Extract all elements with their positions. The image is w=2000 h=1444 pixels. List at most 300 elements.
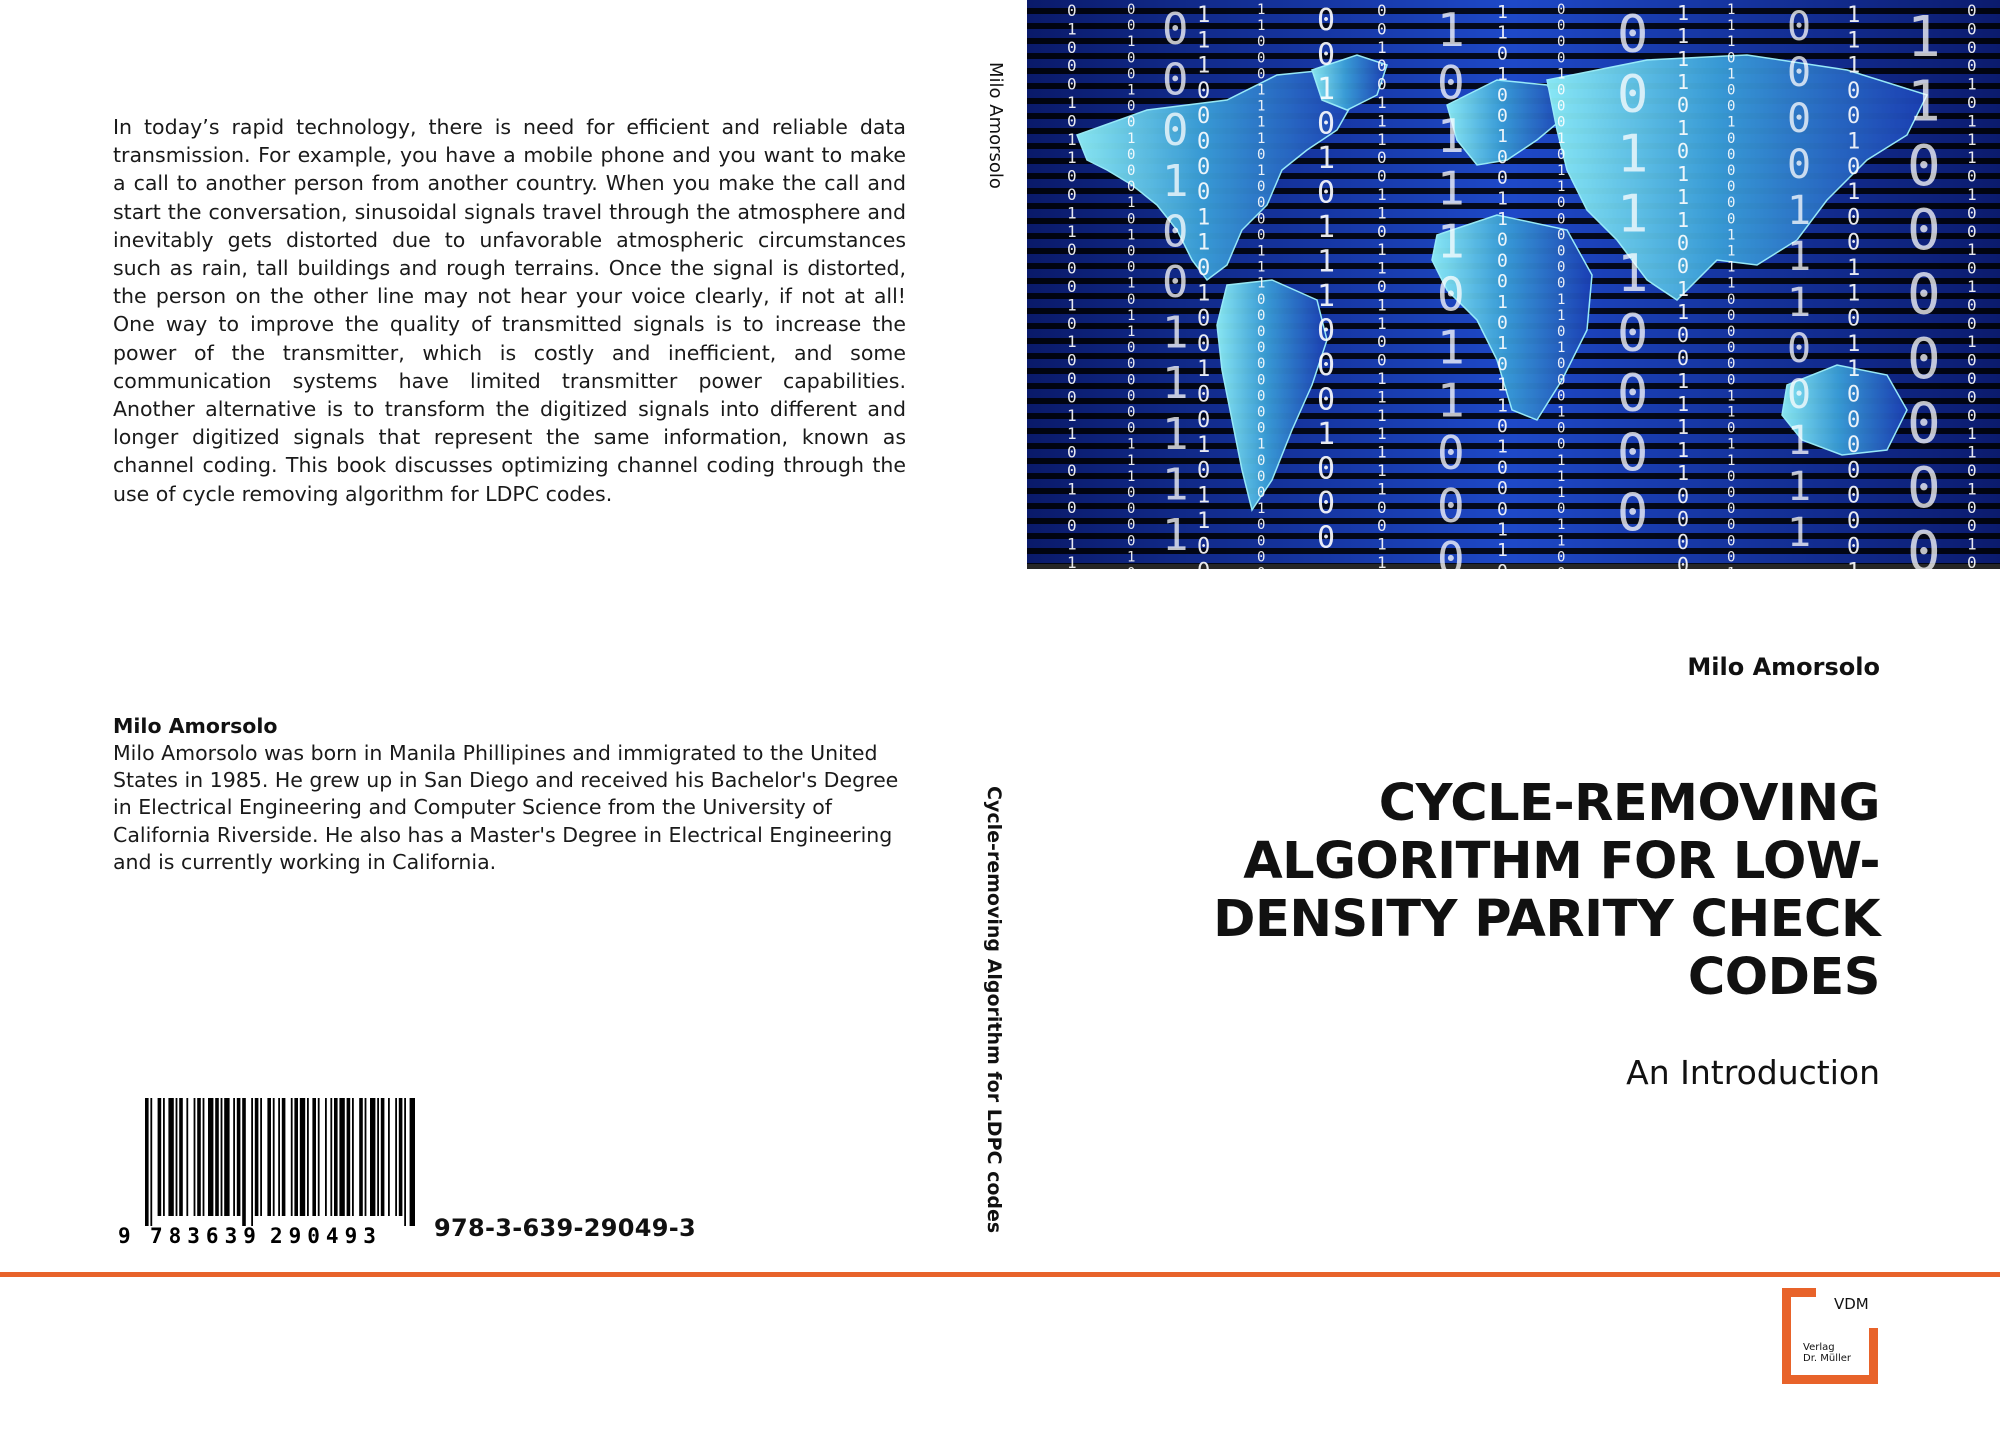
svg-text:0: 0 (1257, 452, 1266, 469)
svg-text:1: 1 (1257, 114, 1266, 131)
svg-text:0: 0 (1127, 50, 1136, 67)
svg-text:1: 1 (1377, 424, 1387, 444)
svg-text:0: 0 (1967, 405, 1977, 425)
svg-text:0: 0 (1787, 372, 1812, 418)
svg-text:0: 0 (1617, 64, 1649, 125)
svg-text:0: 0 (1127, 146, 1136, 163)
svg-text:1: 1 (1377, 258, 1387, 278)
svg-text:0: 0 (1727, 179, 1736, 196)
svg-text:1: 1 (1257, 130, 1266, 147)
author-bio-name: Milo Amorsolo (113, 714, 278, 738)
svg-text:1: 1 (1677, 24, 1690, 48)
svg-text:0: 0 (1727, 324, 1736, 340)
svg-text:0: 0 (1067, 369, 1077, 388)
svg-text:1: 1 (1967, 442, 1977, 462)
svg-text:1: 1 (1197, 205, 1211, 231)
svg-text:1: 1 (1727, 388, 1736, 405)
svg-text:1: 1 (1787, 464, 1812, 510)
svg-text:0: 0 (1127, 66, 1136, 83)
svg-text:0: 0 (1557, 259, 1566, 276)
svg-text:1: 1 (1127, 130, 1136, 147)
svg-text:0: 0 (1967, 497, 1977, 517)
svg-text:1: 1 (1197, 357, 1211, 383)
svg-text:1: 1 (1967, 74, 1977, 94)
svg-text:1: 1 (1377, 461, 1387, 480)
svg-text:0: 0 (1617, 363, 1649, 424)
logo-subtext (1803, 1342, 1851, 1364)
svg-text:1: 1 (1967, 148, 1977, 168)
svg-text:0: 0 (1967, 258, 1977, 278)
svg-text:0: 0 (1317, 520, 1336, 556)
svg-text:1: 1 (1497, 126, 1508, 148)
author-bio-text: Milo Amorsolo was born in Manila Phillipines and immigrated to the United States in 1985. He grew up in San Diego and received his Bachelor's Degree in Electrical Engineering and Computer Science from the University of California Riverside. He also has a Master's Degree in Electrical Engineering and is currently working in California. (113, 741, 899, 874)
svg-text:1: 1 (1727, 259, 1736, 276)
svg-text:0: 0 (1727, 130, 1736, 147)
svg-text:0: 0 (1257, 307, 1266, 324)
svg-text:1: 1 (1497, 374, 1508, 396)
svg-text:0: 0 (1787, 142, 1812, 188)
svg-text:1: 1 (1162, 358, 1189, 410)
svg-text:1: 1 (1727, 2, 1736, 18)
svg-text:0: 0 (1197, 331, 1211, 357)
isbn-number: 978-3-639-29049-3 (434, 1214, 697, 1242)
svg-text:0: 0 (1557, 436, 1566, 453)
svg-text:1: 1 (1967, 240, 1977, 260)
svg-text:0: 0 (1497, 229, 1508, 251)
svg-text:0: 0 (1127, 485, 1136, 501)
svg-text:0: 0 (1967, 350, 1977, 370)
svg-text:0: 0 (1497, 250, 1508, 272)
svg-text:0: 0 (1557, 114, 1566, 131)
svg-text:0: 0 (1727, 82, 1736, 99)
svg-text:0: 0 (1907, 133, 1941, 199)
svg-text:1: 1 (1377, 553, 1387, 572)
svg-text:0: 0 (1677, 553, 1690, 577)
svg-text:0: 0 (1127, 98, 1136, 115)
svg-text:1: 1 (1847, 129, 1861, 155)
svg-text:1: 1 (1127, 34, 1136, 51)
svg-text:1: 1 (1127, 324, 1136, 340)
svg-text:0: 0 (1727, 163, 1736, 179)
svg-text:1: 1 (1677, 208, 1690, 232)
svg-text:0: 0 (1847, 407, 1861, 433)
svg-text:0: 0 (1162, 54, 1189, 106)
svg-text:0: 0 (1197, 534, 1211, 560)
svg-text:0: 0 (1257, 485, 1266, 501)
svg-text:0: 0 (1557, 420, 1566, 437)
svg-text:1: 1 (1847, 256, 1861, 281)
svg-text:0: 0 (1067, 111, 1077, 131)
svg-text:1: 1 (1317, 210, 1336, 245)
svg-text:0: 0 (1677, 93, 1690, 117)
svg-text:0: 0 (1067, 387, 1077, 407)
svg-text:0: 0 (1847, 382, 1861, 408)
svg-text:0: 0 (1497, 560, 1508, 582)
svg-text:0: 0 (1067, 350, 1077, 370)
svg-text:0: 0 (1197, 382, 1211, 408)
svg-text:1: 1 (1497, 2, 1508, 23)
svg-text:1: 1 (1557, 66, 1566, 83)
svg-text:0: 0 (1197, 154, 1211, 180)
svg-text:1: 1 (1727, 34, 1736, 51)
svg-text:0: 0 (1557, 501, 1566, 518)
svg-text:1: 1 (1067, 553, 1077, 572)
svg-text:1: 1 (1067, 129, 1077, 149)
svg-text:0: 0 (1127, 420, 1136, 437)
svg-text:0: 0 (1127, 291, 1136, 308)
svg-text:1: 1 (1127, 549, 1136, 566)
svg-text:1: 1 (1967, 277, 1977, 296)
logo-subtext-line: Dr. Müller (1803, 1353, 1852, 1364)
svg-text:0: 0 (1437, 426, 1465, 481)
svg-text:1: 1 (1847, 53, 1861, 79)
svg-text:0: 0 (1847, 205, 1861, 231)
svg-text:1: 1 (1127, 307, 1136, 324)
svg-text:0: 0 (1127, 501, 1136, 518)
svg-text:0: 0 (1557, 227, 1566, 244)
svg-text:1: 1 (1677, 116, 1690, 140)
svg-text:0: 0 (1377, 221, 1387, 241)
logo-subtext-line: Verlag (1803, 1342, 1835, 1353)
svg-text:1: 1 (1257, 259, 1266, 276)
svg-text:1: 1 (1787, 418, 1812, 464)
svg-text:1: 1 (1497, 291, 1508, 313)
svg-text:0: 0 (1197, 129, 1211, 155)
svg-text:0: 0 (1497, 416, 1508, 437)
svg-text:0: 0 (1847, 104, 1861, 130)
svg-text:0: 0 (1257, 420, 1266, 437)
svg-text:0: 0 (1727, 517, 1736, 534)
svg-text:1: 1 (1967, 111, 1977, 131)
svg-text:0: 0 (1257, 549, 1266, 566)
svg-text:1: 1 (1557, 340, 1566, 357)
svg-text:1: 1 (1317, 141, 1336, 176)
barcode-digits-left: 783639 (150, 1224, 262, 1248)
svg-text:1: 1 (1727, 18, 1736, 35)
svg-text:0: 0 (1677, 507, 1690, 531)
svg-text:0: 0 (1257, 211, 1266, 228)
svg-text:1: 1 (1727, 243, 1736, 260)
svg-text:0: 0 (1257, 565, 1266, 582)
svg-text:1: 1 (1677, 47, 1690, 71)
svg-text:0: 0 (1907, 262, 1941, 328)
svg-text:0: 0 (1317, 451, 1336, 487)
title-line: CYCLE-REMOVING (1378, 774, 1880, 833)
svg-text:0: 0 (1067, 56, 1077, 76)
svg-text:1: 1 (1557, 163, 1566, 179)
svg-text:0: 0 (1317, 382, 1336, 418)
svg-text:0: 0 (1617, 483, 1649, 544)
svg-text:1: 1 (1497, 519, 1508, 541)
svg-text:0: 0 (1067, 461, 1077, 480)
svg-text:1: 1 (1377, 129, 1387, 149)
svg-text:1: 1 (1067, 19, 1077, 39)
svg-text:0: 0 (1377, 350, 1387, 370)
svg-text:1: 1 (1377, 203, 1387, 223)
svg-text:1: 1 (1197, 230, 1211, 256)
svg-text:0: 0 (1847, 509, 1861, 534)
svg-text:0: 0 (1617, 423, 1649, 484)
svg-text:0: 0 (1317, 175, 1336, 211)
svg-text:0: 0 (1557, 324, 1566, 340)
svg-text:0: 0 (1727, 485, 1736, 501)
svg-text:0: 0 (1497, 353, 1508, 375)
svg-text:0: 0 (1727, 420, 1736, 437)
svg-text:0: 0 (1437, 267, 1465, 322)
svg-text:0: 0 (1197, 256, 1211, 281)
svg-text:1: 1 (1557, 130, 1566, 147)
svg-text:0: 0 (1197, 180, 1211, 206)
svg-text:0: 0 (1497, 84, 1508, 106)
svg-text:0: 0 (1677, 346, 1690, 370)
svg-text:0: 0 (1557, 82, 1566, 99)
svg-text:1: 1 (1727, 565, 1736, 582)
svg-text:1: 1 (1162, 510, 1189, 561)
svg-text:0: 0 (1317, 106, 1336, 142)
svg-text:0: 0 (1162, 105, 1189, 157)
svg-text:0: 0 (1787, 50, 1812, 96)
svg-text:1: 1 (1967, 534, 1977, 554)
svg-text:0: 0 (1847, 483, 1861, 509)
title-line: DENSITY PARITY CHECK (1213, 890, 1880, 949)
svg-text:0: 0 (1967, 19, 1977, 39)
svg-text:0: 0 (1377, 148, 1387, 168)
svg-text:1: 1 (1257, 82, 1266, 99)
svg-text:0: 0 (1067, 313, 1077, 333)
svg-text:1: 1 (1787, 234, 1812, 280)
svg-text:0: 0 (1257, 50, 1266, 67)
svg-text:1: 1 (1257, 163, 1266, 179)
svg-text:0: 0 (1557, 388, 1566, 405)
svg-text:0: 0 (1967, 56, 1977, 76)
svg-text:0: 0 (1727, 468, 1736, 485)
svg-text:0: 0 (1377, 74, 1387, 94)
svg-text:0: 0 (1847, 458, 1861, 484)
svg-text:1: 1 (1967, 129, 1977, 149)
svg-text:1: 1 (1677, 185, 1690, 209)
svg-text:0: 0 (1377, 19, 1387, 39)
svg-text:1: 1 (1847, 357, 1861, 383)
svg-text:1: 1 (1377, 111, 1387, 131)
svg-text:0: 0 (1497, 271, 1508, 293)
svg-text:1: 1 (1617, 124, 1649, 185)
svg-text:0: 0 (1557, 146, 1566, 163)
svg-text:0: 0 (1437, 55, 1465, 110)
svg-text:1: 1 (1437, 108, 1465, 163)
svg-text:0: 0 (1557, 275, 1566, 292)
barcode-digit-lead: 9 (118, 1224, 131, 1248)
svg-text:0: 0 (1127, 259, 1136, 276)
svg-text:0: 0 (1727, 291, 1736, 308)
svg-text:1: 1 (1067, 405, 1077, 425)
svg-text:1: 1 (1787, 280, 1812, 326)
svg-text:1: 1 (1727, 275, 1736, 292)
svg-text:0: 0 (1967, 461, 1977, 480)
svg-text:1: 1 (1317, 244, 1336, 280)
svg-text:1: 1 (1377, 93, 1387, 112)
svg-text:0: 0 (1067, 185, 1077, 204)
svg-text:0: 0 (1162, 206, 1189, 258)
svg-text:1: 1 (1377, 240, 1387, 260)
svg-text:1: 1 (1727, 452, 1736, 469)
svg-text:1: 1 (1437, 320, 1465, 375)
svg-text:0: 0 (1257, 324, 1266, 340)
svg-text:0: 0 (1437, 479, 1465, 534)
svg-text:0: 0 (1727, 533, 1736, 550)
svg-text:0: 0 (1557, 565, 1566, 582)
svg-text:0: 0 (1617, 5, 1649, 65)
svg-text:1: 1 (1677, 369, 1690, 393)
cover-image-world-map-binary (1027, 0, 2000, 586)
svg-text:0: 0 (1727, 195, 1736, 212)
svg-text:1: 1 (1162, 307, 1189, 359)
svg-text:1: 1 (1377, 313, 1387, 333)
svg-text:0: 0 (1497, 146, 1508, 168)
svg-text:0: 0 (1067, 166, 1077, 186)
svg-text:0: 0 (1127, 356, 1136, 373)
svg-text:0: 0 (1067, 442, 1077, 462)
svg-text:1: 1 (1197, 509, 1211, 534)
svg-text:0: 0 (1127, 404, 1136, 421)
svg-text:1: 1 (1437, 161, 1465, 216)
svg-text:0: 0 (1377, 497, 1387, 517)
svg-text:1: 1 (1497, 188, 1508, 210)
svg-text:1: 1 (1677, 70, 1690, 94)
svg-text:0: 0 (1677, 530, 1690, 554)
svg-text:1: 1 (1257, 436, 1266, 453)
svg-text:0: 0 (1127, 18, 1136, 35)
svg-text:1: 1 (1497, 209, 1508, 230)
svg-text:1: 1 (1727, 227, 1736, 244)
svg-text:1: 1 (1067, 534, 1077, 554)
svg-text:0: 0 (1257, 227, 1266, 244)
svg-text:0: 0 (1127, 163, 1136, 179)
svg-text:1: 1 (1967, 479, 1977, 499)
svg-text:0: 0 (1127, 372, 1136, 389)
svg-text:0: 0 (1377, 56, 1387, 76)
svg-text:0: 0 (1787, 96, 1812, 142)
svg-text:0: 0 (1067, 240, 1077, 260)
svg-text:0: 0 (1497, 498, 1508, 520)
svg-text:0: 0 (1967, 37, 1977, 57)
svg-text:0: 0 (1907, 198, 1941, 264)
svg-text:0: 0 (1847, 154, 1861, 180)
svg-text:1: 1 (1257, 2, 1266, 18)
svg-text:1: 1 (1497, 22, 1508, 44)
svg-text:1: 1 (1197, 3, 1211, 28)
svg-text:0: 0 (1257, 66, 1266, 83)
title-line: CODES (1687, 948, 1880, 1007)
svg-text:0: 0 (1847, 534, 1861, 560)
svg-text:0: 0 (1197, 306, 1211, 332)
svg-text:0: 0 (1727, 307, 1736, 324)
svg-text:1: 1 (1127, 452, 1136, 469)
spine-author: Milo Amorsolo (985, 62, 1006, 189)
svg-text:0: 0 (1727, 98, 1736, 115)
logo-text: VDM (1834, 1295, 1869, 1313)
svg-text:0: 0 (1727, 549, 1736, 566)
svg-text:0: 0 (1967, 203, 1977, 223)
svg-text:1: 1 (1257, 501, 1266, 518)
svg-text:1: 1 (1197, 281, 1211, 307)
svg-text:0: 0 (1257, 291, 1266, 308)
svg-text:1: 1 (1557, 533, 1566, 550)
svg-text:0: 0 (1557, 195, 1566, 212)
svg-text:1: 1 (1847, 28, 1861, 54)
svg-text:1: 1 (1162, 408, 1189, 460)
svg-text:1: 1 (1677, 415, 1690, 439)
barcode-bars (145, 1098, 415, 1226)
svg-text:0: 0 (1677, 254, 1690, 278)
svg-text:0: 0 (1257, 533, 1266, 550)
svg-text:1: 1 (1967, 424, 1977, 444)
svg-text:0: 0 (1067, 516, 1077, 536)
svg-text:0: 0 (1557, 549, 1566, 566)
svg-text:0: 0 (1197, 559, 1211, 585)
orange-divider-rule (0, 1272, 2000, 1277)
svg-text:0: 0 (1847, 306, 1861, 332)
svg-text:1: 1 (1967, 332, 1977, 352)
svg-text:0: 0 (1127, 517, 1136, 534)
svg-text:0: 0 (1787, 4, 1812, 50)
svg-text:1: 1 (1907, 69, 1941, 135)
svg-text:1: 1 (1067, 332, 1077, 352)
svg-text:0: 0 (1727, 211, 1736, 228)
svg-text:1: 1 (1197, 28, 1211, 54)
svg-text:1: 1 (1377, 442, 1387, 462)
svg-text:1: 1 (1377, 387, 1387, 407)
svg-text:0: 0 (1377, 332, 1387, 352)
svg-text:1: 1 (1847, 559, 1861, 585)
svg-text:1: 1 (1557, 517, 1566, 534)
svg-text:0: 0 (1967, 221, 1977, 241)
svg-text:0: 0 (1257, 404, 1266, 421)
svg-text:0: 0 (1162, 4, 1189, 55)
svg-text:1: 1 (1727, 404, 1736, 421)
svg-text:0: 0 (1127, 179, 1136, 196)
title-line: ALGORITHM FOR LOW- (1243, 832, 1880, 891)
svg-text:0: 0 (1847, 230, 1861, 256)
svg-text:0: 0 (1317, 313, 1336, 349)
svg-text:1: 1 (1497, 436, 1508, 458)
svg-text:0: 0 (1377, 277, 1387, 296)
svg-text:0: 0 (1197, 458, 1211, 484)
svg-text:1: 1 (1067, 221, 1077, 241)
svg-text:1: 1 (1317, 417, 1336, 452)
svg-text:0: 0 (1727, 356, 1736, 373)
svg-text:1: 1 (1067, 424, 1077, 444)
svg-text:0: 0 (1967, 553, 1977, 572)
svg-text:0: 0 (1847, 78, 1861, 104)
back-cover-blurb: In today’s rapid technology, there is need for efficient and reliable data transmission. For example, you have a mobile phone and you want to make a call to another person from another country. When you make the call and start the conversation, sinusoidal signals travel through the atmosphere and inevitably gets distorted due to unfavorable atmospheric circumstances such as rain, tall buildings and rough terrains. Once the signal is distorted, the person on the other line may not hear your voice clearly, if not at all! One way to improve the quality of transmitted signals is to increase the power of the transmitter, which is costly and inefficient, and some communication systems have limited transmitter power capabilities. Another alternative is to transform the digitized signals into different and longer digitized signals that represent the same information, known as channel coding. This book discusses optimizing channel coding through the use of cycle removing algorithm for LDPC codes. (113, 115, 906, 506)
svg-text:0: 0 (1197, 407, 1211, 433)
svg-text:1: 1 (1127, 195, 1136, 212)
svg-text:0: 0 (1127, 388, 1136, 405)
svg-text:0: 0 (1127, 533, 1136, 550)
svg-text:0: 0 (1377, 516, 1387, 536)
svg-text:0: 0 (1847, 433, 1861, 459)
svg-text:1: 1 (1907, 5, 1941, 70)
svg-text:0: 0 (1677, 139, 1690, 163)
svg-text:0: 0 (1197, 104, 1211, 130)
svg-text:0: 0 (1967, 387, 1977, 407)
svg-text:0: 0 (1967, 295, 1977, 315)
svg-text:1: 1 (1497, 395, 1508, 417)
svg-text:0: 0 (1497, 43, 1508, 65)
svg-text:1: 1 (1557, 485, 1566, 501)
svg-text:0: 0 (1127, 565, 1136, 582)
svg-text:0: 0 (1257, 468, 1266, 485)
